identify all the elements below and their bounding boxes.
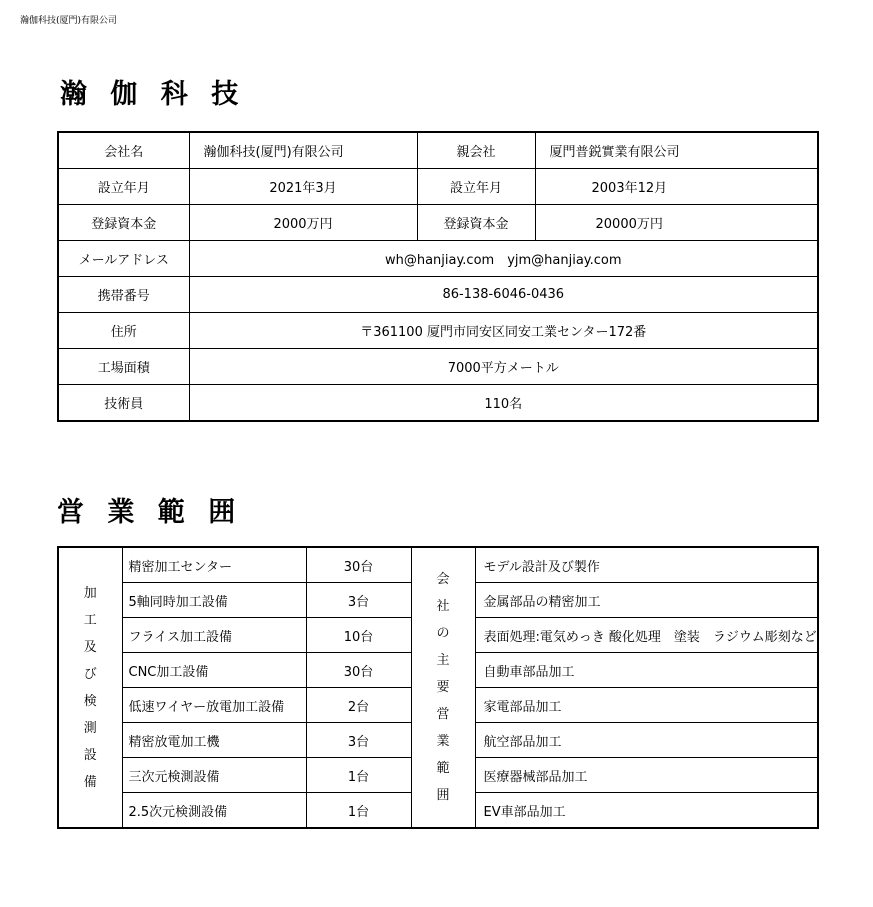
phone-label: 携帯番号 — [58, 277, 189, 313]
address-value: 〒361100 厦門市同安区同安工業センター172番 — [189, 313, 818, 349]
equipment-name: 5軸同時加工設備 — [122, 583, 306, 618]
equipment-count: 10台 — [306, 618, 411, 653]
equipment-name: フライス加工設備 — [122, 618, 306, 653]
equipment-category-char: 設 — [83, 747, 97, 763]
scope-category-label — [411, 547, 475, 828]
equipment-category-char: び — [83, 666, 97, 682]
equipment-count: 3台 — [306, 723, 411, 758]
table-row — [58, 547, 818, 583]
engineers-label: 技術員 — [58, 385, 189, 422]
scope-category-char: の — [436, 626, 450, 641]
equipment-name: CNC加工設備 — [122, 653, 306, 688]
equipment-name: 2.5次元検測設備 — [122, 793, 306, 829]
scope-item: 表面処理:電気めっき 酸化処理 塗装 ラジウム彫刻など — [475, 618, 818, 653]
equipment-name: 三次元検測設備 — [122, 758, 306, 793]
factory-area-label: 工場面積 — [58, 349, 189, 385]
email-value: wh@hanjiay.com yjm@hanjiay.com — [189, 241, 818, 277]
scope-category-char: 営 — [436, 707, 450, 722]
equipment-category-char: 測 — [83, 720, 97, 736]
equipment-count: 30台 — [306, 653, 411, 688]
scope-category-char: 主 — [436, 653, 450, 668]
equipment-count: 1台 — [306, 793, 411, 829]
capital-label: 登録資本金 — [58, 205, 189, 241]
address-label: 住所 — [58, 313, 189, 349]
scope-category-char: 会 — [436, 572, 450, 587]
table-row — [58, 169, 818, 205]
equipment-name: 精密放電加工機 — [122, 723, 306, 758]
table-row — [58, 241, 818, 277]
parent-established-value: 2003年12月 — [535, 169, 818, 205]
table-row — [58, 385, 818, 422]
engineers-value: 110名 — [189, 385, 818, 422]
table-row — [58, 277, 818, 313]
established-value: 2021年3月 — [189, 169, 417, 205]
equipment-count: 30台 — [306, 547, 411, 583]
equipment-category-char: 備 — [83, 774, 97, 790]
parent-company-label: 親会社 — [417, 132, 535, 169]
phone-value: 86-138-6046-0436 — [189, 277, 818, 313]
table-row — [58, 132, 818, 169]
equipment-name: 精密加工センター — [122, 547, 306, 583]
scope-category-char: 範 — [436, 761, 450, 776]
factory-area-value: 7000平方メートル — [189, 349, 818, 385]
scope-item: EV車部品加工 — [475, 793, 818, 829]
business-scope-title: 営 業 範 囲 — [57, 497, 243, 528]
parent-established-label: 設立年月 — [417, 169, 535, 205]
scope-category-char: 要 — [436, 680, 450, 695]
scope-category-char: 社 — [436, 599, 450, 614]
company-info-table — [57, 131, 819, 422]
equipment-count: 1台 — [306, 758, 411, 793]
company-name-label: 会社名 — [58, 132, 189, 169]
scope-item: 航空部品加工 — [475, 723, 818, 758]
scope-item: 家電部品加工 — [475, 688, 818, 723]
table-row — [58, 205, 818, 241]
parent-capital-label: 登録資本金 — [417, 205, 535, 241]
scope-item: モデル設計及び製作 — [475, 547, 818, 583]
page-title: 瀚 伽 科 技 — [60, 79, 246, 110]
parent-company-value: 厦門普鋭實業有限公司 — [535, 132, 818, 169]
established-label: 設立年月 — [58, 169, 189, 205]
header-note: 瀚伽科技(厦門)有限公司 — [20, 16, 118, 26]
equipment-count: 2台 — [306, 688, 411, 723]
equipment-category-char: 検 — [83, 693, 97, 709]
equipment-count: 3台 — [306, 583, 411, 618]
table-row — [58, 349, 818, 385]
business-table — [57, 546, 819, 829]
company-name-value: 瀚伽科技(厦門)有限公司 — [189, 132, 417, 169]
scope-category-char: 囲 — [436, 788, 450, 803]
capital-value: 2000万円 — [189, 205, 417, 241]
equipment-category-label — [58, 547, 122, 828]
email-label: メールアドレス — [58, 241, 189, 277]
scope-item: 金属部品の精密加工 — [475, 583, 818, 618]
equipment-category-char: 加 — [83, 585, 97, 601]
scope-item: 医療器械部品加工 — [475, 758, 818, 793]
equipment-name: 低速ワイヤー放電加工設備 — [122, 688, 306, 723]
parent-capital-value: 20000万円 — [535, 205, 818, 241]
equipment-category-char: 及 — [83, 639, 97, 655]
table-row — [58, 313, 818, 349]
scope-category-char: 業 — [436, 734, 450, 749]
equipment-category-char: 工 — [83, 612, 97, 628]
scope-item: 自動車部品加工 — [475, 653, 818, 688]
